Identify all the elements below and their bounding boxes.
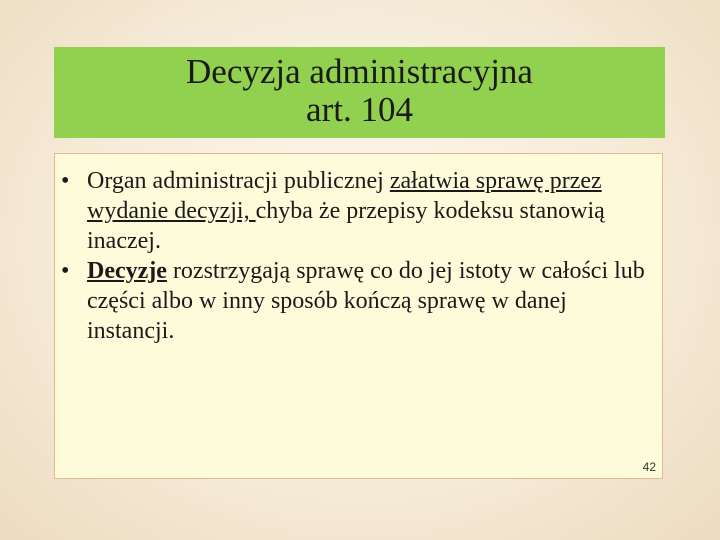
bullet-1-text-underlined: załatwia sprawę przez wydanie decyzji, [87,168,602,224]
bullet-list [55,154,662,346]
bullet-2-text-rest: rozstrzygają sprawę co do jej istoty w całości lub części albo w inny sposób kończą sprawę w danej instancji. [87,258,645,344]
bullet-2-text-bold: Decyzje [87,258,167,284]
bullet-item-1 [61,166,652,256]
bullet-icon: • [61,168,70,194]
slide-title-line-1: Decyzja administracyjna [186,52,533,91]
slide-title-bar [54,47,665,138]
content-box [54,153,663,479]
slide-title-line-2: art. 104 [306,90,413,129]
page-number: 42 [642,460,656,474]
bullet-item-2 [61,256,652,346]
bullet-icon: • [61,258,70,284]
bullet-1-text-end: chyba że przepisy kodeksu stanowią inaczej. [87,198,605,254]
bullet-1-text-start: Organ administracji publicznej [87,168,390,194]
